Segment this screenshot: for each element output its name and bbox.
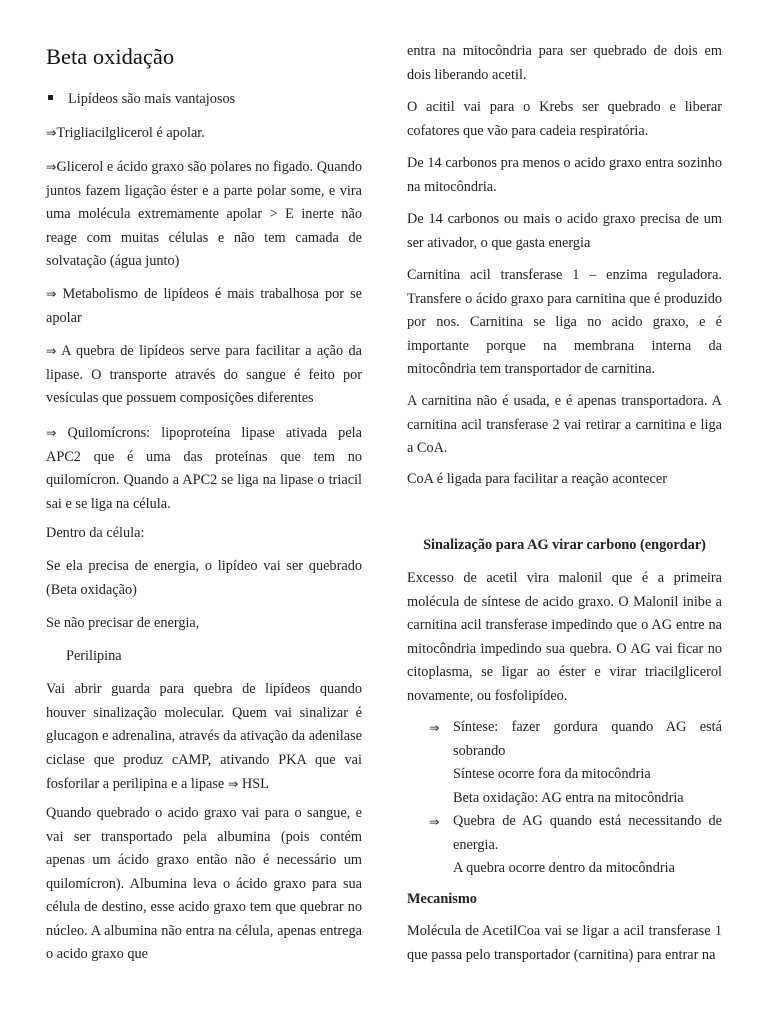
paragraph: Excesso de acetil vira malonil que é a primeira molécula de síntese de acido graxo. O Malonil inibe a carnitina acil transferase impedindo que o AG entre na mitocôndria impedindo sua quebra. O AG vai ficar no citoplasma, se ligar ao éster e virar triacilglicerol novamente, ou fosfolipídeo. xyxy=(407,570,722,704)
list-item-text: Síntese: fazer gordura quando AG está sobrando xyxy=(453,719,722,759)
bullet-text: Lipídeos são mais vantajosos xyxy=(68,91,236,107)
paragraph: Molécula de AcetilCoa vai se ligar a acil transferase 1 que passa pelo transportador (carnitina) para entrar na xyxy=(407,923,722,963)
double-arrow-icon: ⇒ xyxy=(46,125,57,140)
paragraph: ⇒ Metabolismo de lipídeos é mais trabalhosa por se apolar xyxy=(46,286,362,326)
list-item xyxy=(407,810,722,857)
paragraph: ⇒Trigliacilglicerol é apolar. xyxy=(46,125,205,141)
paragraph: Se ela precisa de energia, o lipídeo vai ser quebrado (Beta oxidação) xyxy=(46,558,362,598)
double-arrow-icon: ⇒ xyxy=(46,343,57,358)
list-subline: A quebra ocorre dentro da mitocôndria xyxy=(453,860,675,876)
bullet-item xyxy=(46,88,362,112)
subheading: Mecanismo xyxy=(407,891,477,907)
section-heading: Sinalização para AG virar carbono (engordar) xyxy=(423,537,706,553)
list-subline: Beta oxidação: AG entra na mitocôndria xyxy=(453,789,684,806)
double-arrow-icon: ⇒ xyxy=(46,425,57,440)
paragraph: De 14 carbonos ou mais o acido graxo precisa de um ser ativador, o que gasta energia xyxy=(407,211,722,251)
list-item xyxy=(407,716,722,763)
double-arrow-icon: ⇒ xyxy=(46,286,57,301)
paragraph: Dentro da célula: xyxy=(46,525,145,541)
double-arrow-icon: ⇒ xyxy=(46,159,57,174)
paragraph: ⇒Glicerol e ácido graxo são polares no figado. Quando juntos fazem ligação éster e a parte polar some, e vira uma molécula extremamente apolar > E inerte não reage com muitas células e não tem camada de solvatação (água junto) xyxy=(46,159,362,269)
list-subline: Síntese ocorre fora da mitocôndria xyxy=(453,766,651,782)
double-arrow-icon: ⇒ xyxy=(429,814,440,829)
paragraph: CoA é ligada para facilitar a reação acontecer xyxy=(407,471,667,487)
paragraph: O acitil vai para o Krebs ser quebrado e liberar cofatores que vão para cadeia respiratória. xyxy=(407,99,722,139)
paragraph: Quando quebrado o acido graxo vai para o sangue, e vai ser transportado pela albumina (pois contém apenas um ácido graxo então não é necessário um quilomícron). Albumina leva o ácido graxo para sua célula de destino, esse acido graxo tem que quebrar no núcleo. A albumina não entra na célula, apenas entrega o acido graxo que xyxy=(46,805,362,962)
page-title: Beta oxidação xyxy=(46,44,175,69)
double-arrow-icon: ⇒ xyxy=(227,776,239,791)
paragraph: Vai abrir guarda para quebra de lipídeos quando houver sinalização molecular. Quem vai sinalizar é glucagon e adrenalina, através da ativação da adenilase ciclase que produz cAMP, ativando PKA que vai fosforilar a perilipina e a lipase ⇒ HSL xyxy=(46,681,362,792)
paragraph: ⇒ Quilomícrons: lipoproteína lipase ativada pela APC2 que é uma das proteínas que tem no quilomícron. Quando a APC2 se liga na lipase o triacil sai e se liga na célula. xyxy=(46,425,362,512)
paragraph: De 14 carbonos pra menos o acido graxo entra sozinho na mitocôndria. xyxy=(407,155,722,195)
arrow-list xyxy=(407,716,722,881)
paragraph: entra na mitocôndria para ser quebrado de dois em dois liberando acetil. xyxy=(407,43,722,83)
list-item-text: Quebra de AG quando está necessitando de energia. xyxy=(453,813,722,853)
subheading: Perilipina xyxy=(66,648,122,664)
paragraph: Carnitina acil transferase 1 – enzima reguladora. Transfere o ácido graxo para carnitina que é produzido por nos. Carnitina se liga no acido graxo, e é importante porque na membrana interna da mitocôndria tem transportador de carnitina. xyxy=(407,267,722,377)
paragraph: A carnitina não é usada, e é apenas transportadora. A carnitina acil transferase 2 vai retirar a carnitina e liga a CoA. xyxy=(407,393,722,456)
bullet-square-icon xyxy=(46,88,68,112)
double-arrow-icon: ⇒ xyxy=(429,720,440,735)
paragraph: Se não precisar de energia, xyxy=(46,615,200,631)
paragraph: ⇒ A quebra de lipídeos serve para facilitar a ação da lipase. O transporte através do sangue é feito por vesículas que possuem composições diferentes xyxy=(46,343,362,406)
